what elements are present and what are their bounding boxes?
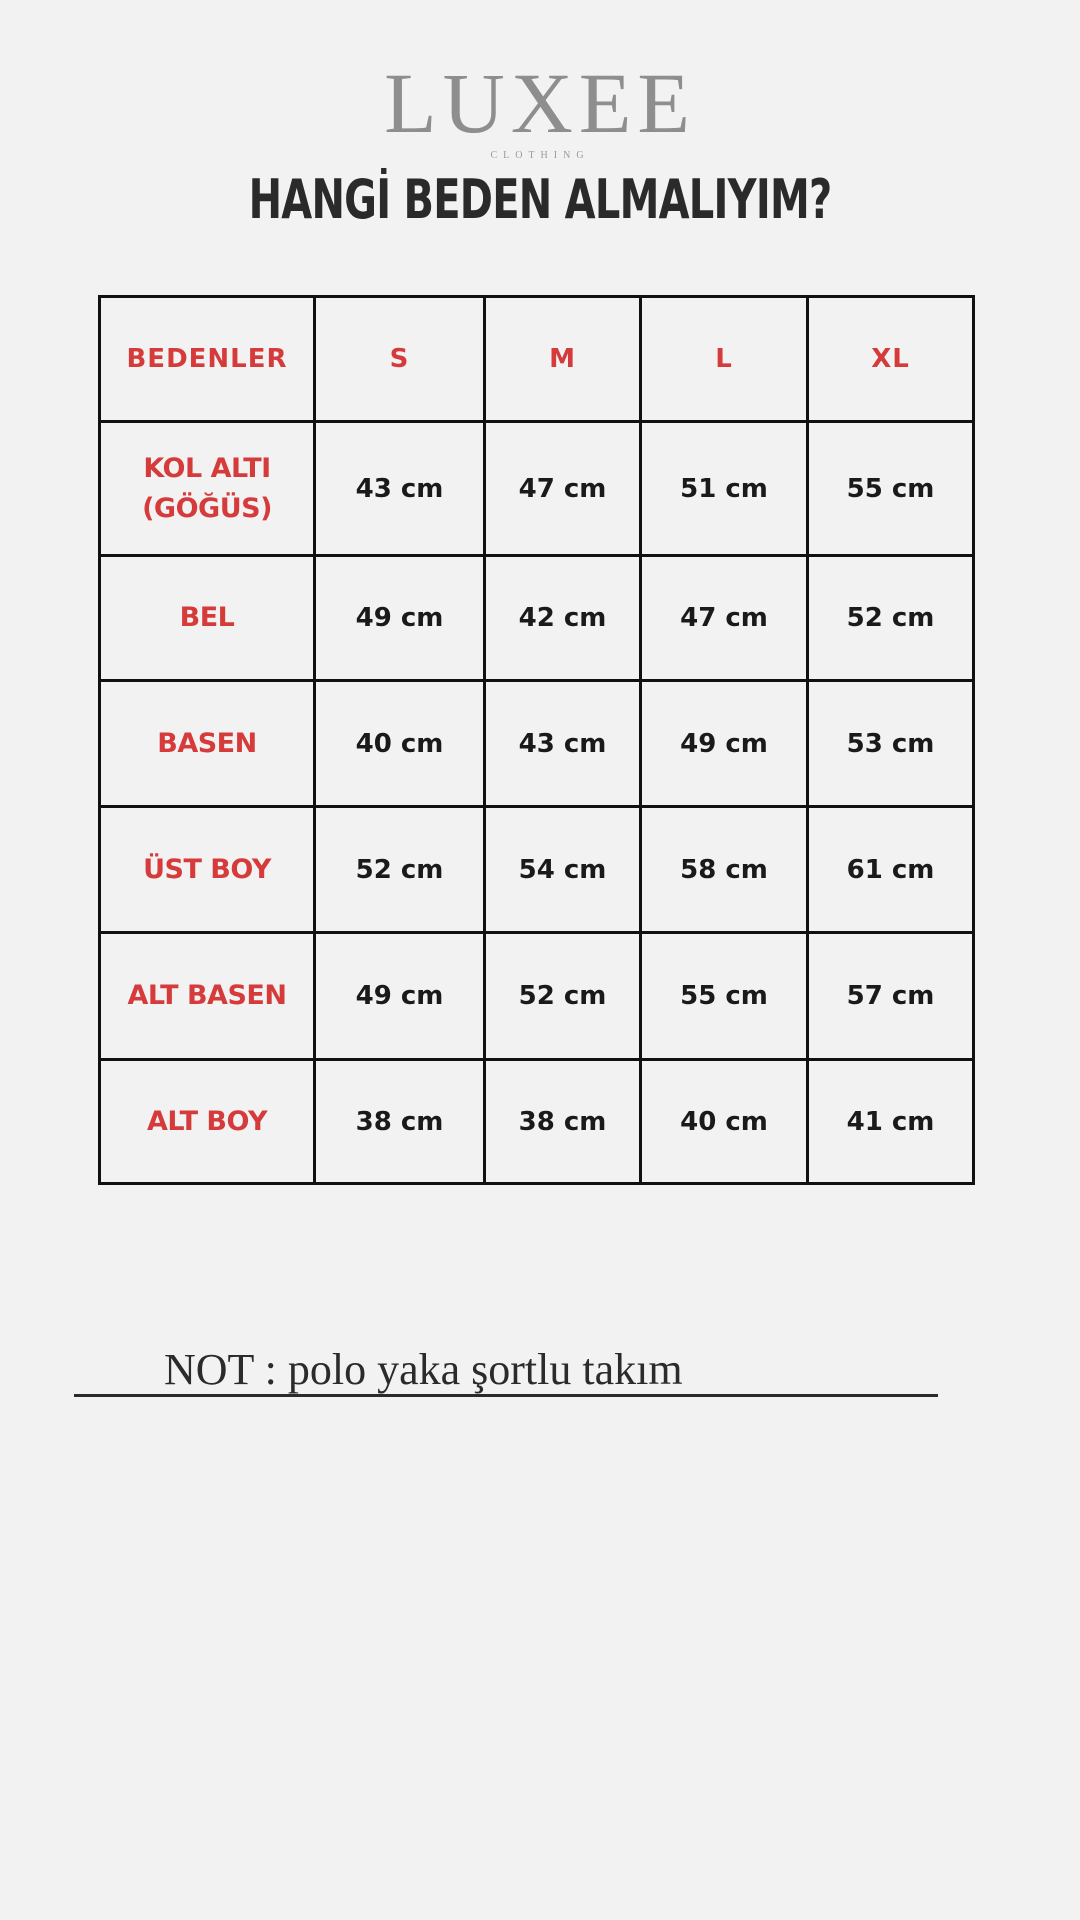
table-cell: 47 cm [641,556,808,681]
row-label: ÜST BOY [100,807,315,933]
header-cell-xl: XL [808,297,974,422]
table-cell: 47 cm [485,422,641,556]
table-header-row [100,297,974,422]
table-cell: 43 cm [485,681,641,807]
table-cell: 41 cm [808,1060,974,1184]
table-cell: 40 cm [641,1060,808,1184]
table-cell: 38 cm [315,1060,485,1184]
table-cell: 51 cm [641,422,808,556]
table-cell: 52 cm [485,933,641,1060]
table-cell: 52 cm [808,556,974,681]
table-cell: 49 cm [315,933,485,1060]
table-cell: 40 cm [315,681,485,807]
row-label: BEL [100,556,315,681]
note-text: NOT : polo yaka şortlu takım [164,1345,683,1394]
page-title: HANGİ BEDEN ALMALIYIM? [248,168,832,231]
size-chart-table [98,295,975,1185]
table-row [100,933,974,1060]
table-cell: 54 cm [485,807,641,933]
row-label: ALT BOY [100,1060,315,1184]
header-cell-sizes: BEDENLER [100,297,315,422]
header-cell-m: M [485,297,641,422]
logo-subtitle: CLOTHING [490,150,590,161]
header-cell-l: L [641,297,808,422]
row-label-line: KOL ALTI [143,452,271,484]
table-row [100,807,974,933]
logo-wordmark: LUXEE [384,55,696,151]
table-cell: 52 cm [315,807,485,933]
table-row [100,556,974,681]
table-cell: 38 cm [485,1060,641,1184]
row-label: ALT BASEN [100,933,315,1060]
row-label: BASEN [100,681,315,807]
table-cell: 49 cm [315,556,485,681]
table-cell: 55 cm [641,933,808,1060]
header-cell-s: S [315,297,485,422]
table-cell: 53 cm [808,681,974,807]
brand-logo [0,55,1080,161]
table-cell: 43 cm [315,422,485,556]
row-label [100,422,315,556]
table-row [100,1060,974,1184]
note-underline [74,1394,938,1397]
row-label-line: (GÖĞÜS) [142,492,272,524]
table-cell: 57 cm [808,933,974,1060]
table-row [100,681,974,807]
table-cell: 55 cm [808,422,974,556]
table-cell: 49 cm [641,681,808,807]
table-row [100,422,974,556]
table-cell: 58 cm [641,807,808,933]
table-cell: 42 cm [485,556,641,681]
table-cell: 61 cm [808,807,974,933]
